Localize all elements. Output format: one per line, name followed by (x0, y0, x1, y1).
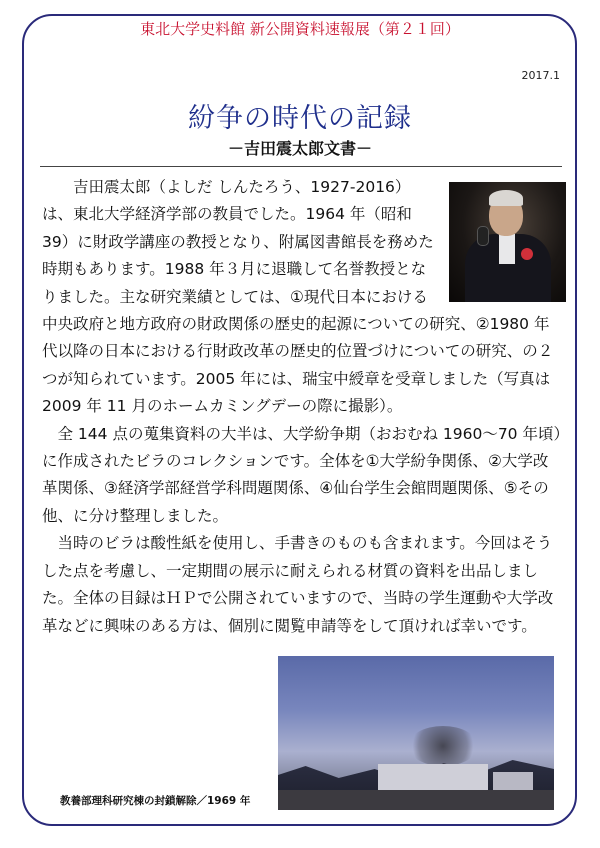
paragraph-biography: 吉田震太郎（よしだ しんたろう、1927-2016）は、東北大学経済学部の教員でした。1964 年（昭和 39）に財政学講座の教授となり、附属図書館長を務めた時期もあります。1988 年３月に退職して名誉教授となりました。主な研究業績としては、①現代日本における中央政府と地方政府の財政関係の歴史的起源についての研究、②1980 年代以降の日本における行財政改革の歴史的位置づけについての研究、の２つが知られています。2005 年には、瑞宝中綬章を受章しました（写真は 2009 年 11 月のホームカミングデーの際に撮影）。 (42, 178, 554, 416)
exhibition-header: 東北大学史料館 新公開資料速報展（第２１回） (140, 20, 460, 38)
title-divider (40, 166, 562, 167)
page-title: 紛争の時代の記録 (188, 103, 412, 134)
paragraph-materials: 当時のビラは酸性紙を使用し、手書きのものも含まれます。今回はそうした点を考慮し、一定期間の展示に耐えられる材質の資料を出品しました。全体の目録はＨＰで公開されていますので、当時の学生運動や大学改革などに興味のある方は、個別に閲覧申請等をして頂ければ幸いです。 (42, 534, 554, 635)
microphone-icon (477, 226, 489, 246)
rosette-icon (521, 248, 533, 260)
photo-caption: 教養部理科研究棟の封鎖解除／1969 年 (60, 795, 251, 807)
photo-ground (278, 790, 554, 810)
portrait-photo (449, 182, 566, 302)
photo-building (378, 764, 488, 790)
portrait-hair (489, 190, 523, 206)
portrait-shirt (499, 234, 515, 264)
page-subtitle: －吉田震太郎文書－ (227, 139, 372, 158)
photo-smoke (408, 726, 478, 766)
campus-photo (278, 656, 554, 810)
issue-date: 2017.1 (521, 69, 560, 82)
photo-building-annex (493, 772, 533, 790)
paragraph-collection: 全 144 点の蒐集資料の大半は、大学紛争期（おおむね 1960～70 年頃）に作成されたビラのコレクションです。全体を①大学紛争関係、②大学改革関係、③経済学部経営学科問題関係、④仙台学生会館問題関係、⑤その他、に分け整理しました。 (42, 424, 562, 525)
